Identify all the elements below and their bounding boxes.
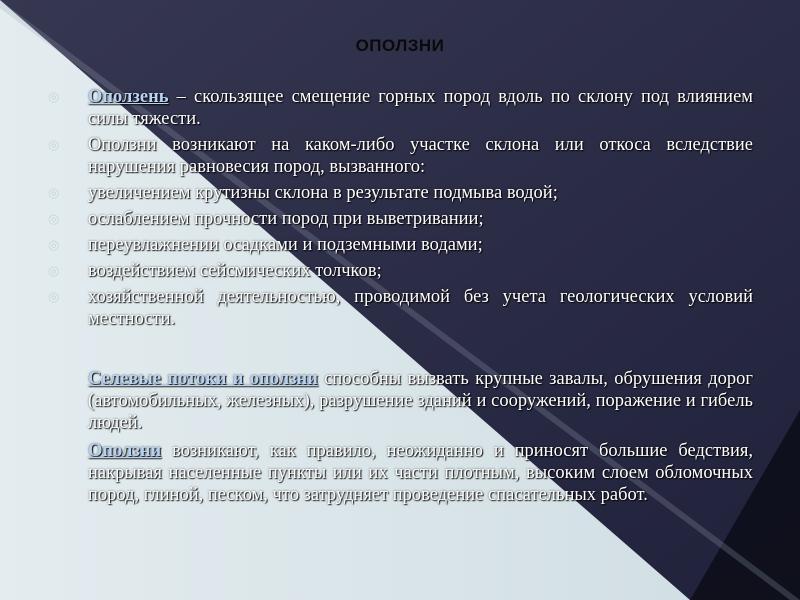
bullet-icon: ◎ <box>48 211 60 226</box>
paragraph-text: возникают, как правило, неожиданно и приносят большие бедствия, накрывая населенные пункты или их части плотным, высоким слоем обломочных пород, глиной, песком, что затрудняет проведение спасательных работ. <box>88 441 753 505</box>
bullet-item <box>48 234 753 256</box>
bullet-icon: ◎ <box>48 289 60 304</box>
bullet-item <box>48 208 753 230</box>
bullet-text: хозяйственной деятельностью, проводимой без учета геологических условий местности. <box>88 287 753 329</box>
term-label: Селевые потоки и оползни <box>88 369 318 389</box>
bullet-item <box>48 86 753 130</box>
bullet-icon: ◎ <box>48 137 60 152</box>
paragraph-text: способны вызвать крупные завалы, обрушения дорог (автомобильных, железных), разрушение зданий и сооружений, поражение и гибель людей. <box>88 369 753 433</box>
bullet-text: Оползни возникают на каком-либо участке склона или откоса вследствие нарушения равновесия пород, вызванного: <box>88 135 753 177</box>
bullet-text: увеличением крутизны склона в результате подмыва водой; <box>88 183 558 203</box>
term-label: Оползень <box>88 87 169 107</box>
bullet-item <box>48 286 753 330</box>
bullet-text: воздействием сейсмических толчков; <box>88 261 382 281</box>
bullet-item <box>48 260 753 282</box>
slide-content <box>48 86 753 512</box>
bullet-item <box>48 134 753 178</box>
bullet-text: переувлажнении осадками и подземными водами; <box>88 235 483 255</box>
bullet-text: – скользящее смещение горных пород вдоль по склону под влиянием силы тяжести. <box>88 87 753 129</box>
paragraph <box>48 440 753 506</box>
bullet-icon: ◎ <box>48 89 60 104</box>
bullet-text: ослаблением прочности пород при выветривании; <box>88 209 484 229</box>
bullet-icon: ◎ <box>48 263 60 278</box>
slide-title: ОПОЛЗНИ <box>355 36 445 55</box>
bullet-icon: ◎ <box>48 237 60 252</box>
term-label: Оползни <box>88 441 162 461</box>
paragraph <box>48 368 753 434</box>
bullet-item <box>48 182 753 204</box>
bullet-icon: ◎ <box>48 185 60 200</box>
spacer <box>48 334 753 368</box>
